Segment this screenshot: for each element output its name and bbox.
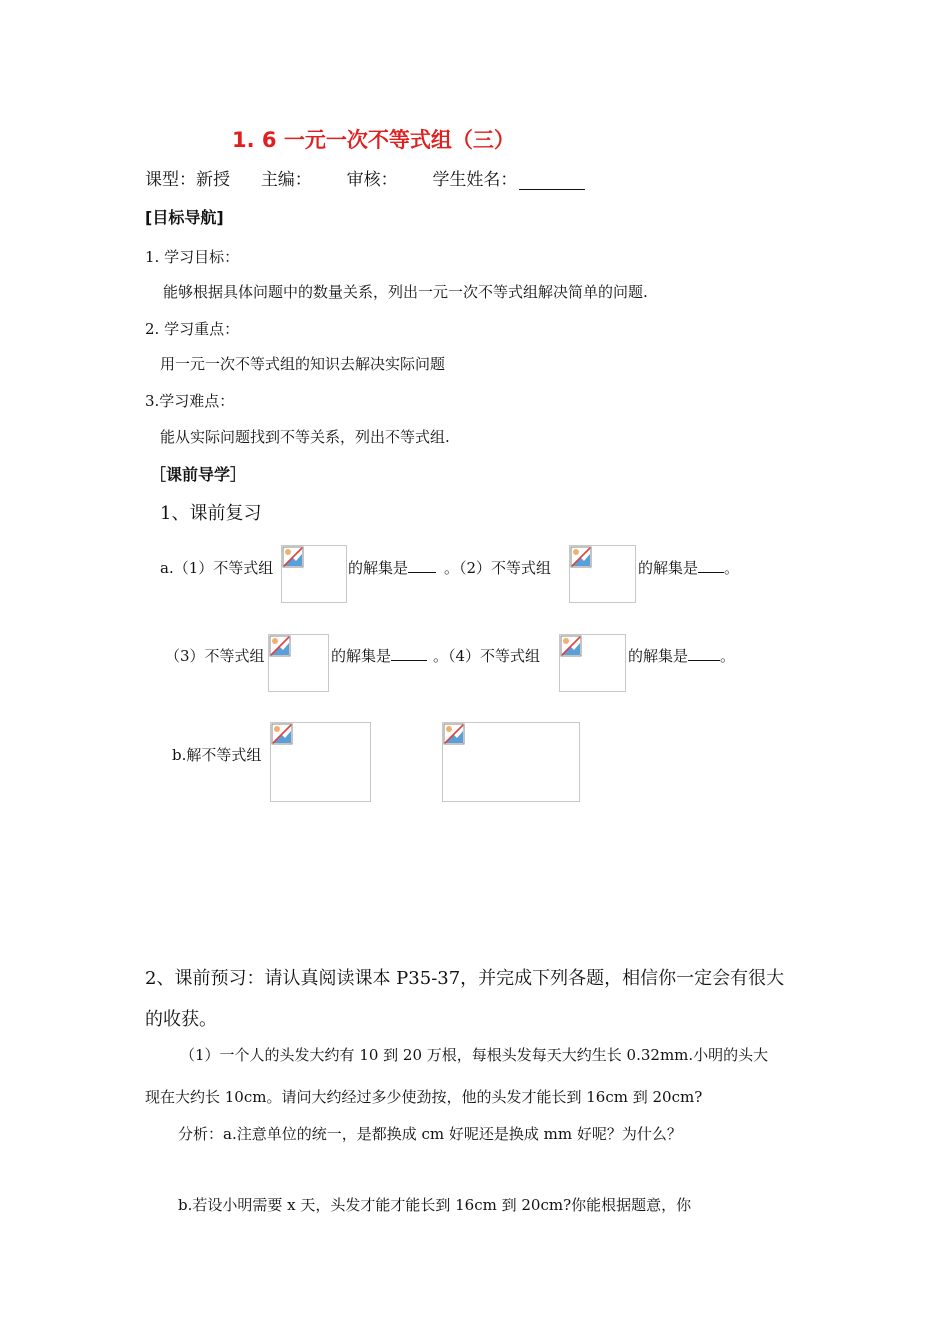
inequality-image-6	[442, 722, 580, 802]
student-name-label: 学生姓名：	[432, 170, 518, 190]
broken-image-icon	[271, 723, 293, 745]
meta-line	[145, 165, 585, 190]
preview-line-1: 2、课前预习：请认真阅读课本 P35-37，并完成下列各题，相信你一定会有很大	[145, 968, 785, 989]
question-a4-prefix: 。（4）不等式组	[433, 647, 541, 665]
broken-image-icon	[282, 546, 304, 568]
preview-line-2: 的收获。	[145, 1009, 217, 1030]
editor-label: 主编：	[260, 170, 312, 190]
goal-3-label: 3.学习难点：	[145, 392, 235, 410]
question-a1-prefix: a.（1）不等式组	[160, 559, 274, 577]
question-a2-suffix: 的解集是 。	[638, 559, 740, 577]
review-title: 1、课前复习	[160, 503, 262, 524]
inequality-image-3	[268, 634, 329, 692]
inequality-image-5	[270, 722, 371, 802]
question-b-prefix: b.解不等式组	[172, 746, 262, 764]
inequality-image-4	[559, 634, 626, 692]
goal-3-text: 能从实际问题找到不等关系，列出不等式组.	[160, 428, 450, 446]
answer-blank-3[interactable]	[391, 659, 427, 661]
page-title: 1. 6 一元一次不等式组（三）	[232, 128, 515, 152]
course-type: 课型：新授	[145, 170, 230, 190]
preclass-heading: ［课前导学］	[150, 465, 247, 484]
goal-1-label: 1. 学习目标：	[145, 248, 240, 266]
student-name-field[interactable]	[519, 173, 585, 190]
answer-blank-2[interactable]	[698, 571, 724, 573]
analysis-b: b.若设小明需要 x 天，头发才能才能长到 16cm 到 20cm?你能根据题意，你	[178, 1196, 692, 1214]
answer-blank-1[interactable]	[408, 571, 436, 573]
broken-image-icon	[560, 635, 582, 657]
problem-1-line-1: （1）一个人的头发大约有 10 到 20 万根，每根头发每天大约生长 0.32mm.小明的头大	[180, 1046, 769, 1064]
goal-1-text: 能够根据具体问题中的数量关系，列出一元一次不等式组解决简单的问题.	[163, 283, 648, 301]
goal-2-text: 用一元一次不等式组的知识去解决实际问题	[160, 355, 446, 373]
broken-image-icon	[570, 546, 592, 568]
goals-heading: [目标导航]	[145, 208, 224, 227]
inequality-image-2	[569, 545, 636, 603]
broken-image-icon	[443, 723, 465, 745]
question-a2-prefix: 。（2）不等式组	[444, 559, 552, 577]
analysis-a: 分析：a.注意单位的统一，是都换成 cm 好呢还是换成 mm 好呢？为什么？	[178, 1125, 682, 1143]
inequality-image-1	[281, 545, 347, 603]
question-a3-suffix: 的解集是	[331, 645, 427, 666]
answer-blank-4[interactable]	[688, 659, 720, 661]
broken-image-icon	[269, 635, 291, 657]
question-a3-prefix: （3）不等式组	[165, 647, 265, 665]
question-a4-suffix: 的解集是 。	[628, 647, 736, 665]
goal-2-label: 2. 学习重点：	[145, 320, 240, 338]
reviewer-label: 审核：	[346, 170, 398, 190]
problem-1-line-2: 现在大约长 10cm。请问大约经过多少使劲按，他的头发才能长到 16cm 到 20cm?	[145, 1088, 703, 1106]
question-a1-suffix: 的解集是	[348, 557, 436, 578]
